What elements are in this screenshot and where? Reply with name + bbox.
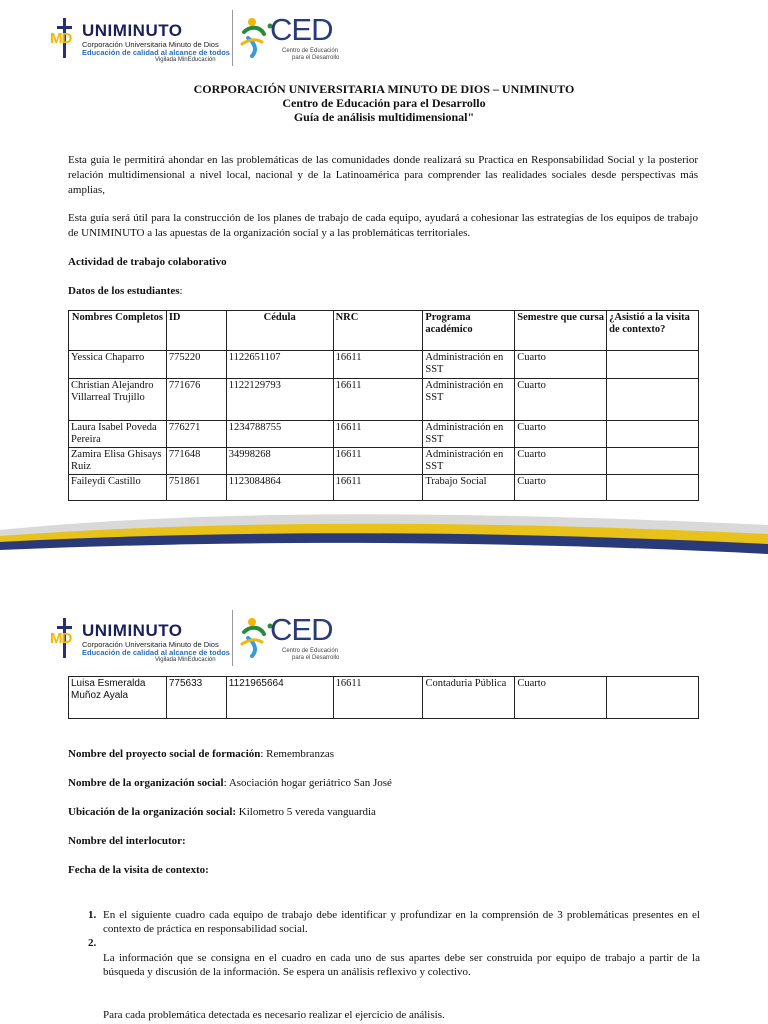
cell-nombre: Christian Alejandro Villarreal Trujillo — [69, 379, 167, 421]
cell-semestre: Cuarto — [515, 421, 607, 448]
cell-nrc: 16611 — [333, 475, 423, 501]
cell-cedula: 1122129793 — [226, 379, 333, 421]
cell-visita — [607, 421, 699, 448]
organization-location-label: Ubicación de la organización social: — [68, 806, 237, 818]
uniminuto-slogan: Educación de calidad al alcance de todos — [82, 48, 230, 57]
page-header — [50, 610, 350, 668]
ced-logo — [240, 612, 350, 667]
col-header-nombres: Nombres Completos — [69, 311, 167, 351]
header-divider — [232, 610, 233, 666]
cell-programa: Trabajo Social — [423, 475, 515, 501]
cell-programa: Administración en SST — [423, 421, 515, 448]
cell-id: 751861 — [166, 475, 226, 501]
ced-subtitle-1: Centro de Educación — [282, 48, 339, 54]
uniminuto-vigilada: Vigilada MinEducación — [155, 657, 216, 663]
cell-nombre: Zamira Elisa Ghisays Ruiz — [69, 448, 167, 475]
students-heading: Datos de los estudiantes: — [68, 285, 183, 297]
list-item — [68, 936, 700, 950]
uniminuto-vigilada: Vigilada MinEducación — [155, 57, 216, 63]
cell-nrc: 16611 — [333, 379, 423, 421]
cell-nrc: 16611 — [333, 351, 423, 379]
col-header-programa: Programa académico — [423, 311, 515, 351]
organization-location-value: Kilometro 5 vereda vanguardia — [236, 806, 376, 818]
ced-subtitle-2: para el Desarrollo — [292, 655, 340, 661]
organization-name-field — [68, 777, 392, 789]
uniminuto-wordmark: UNIMINUTO — [82, 21, 183, 40]
list-note-text: Para cada problemática detectada es necesario realizar el ejercicio de análisis. — [103, 1009, 445, 1021]
cell-semestre: Cuarto — [515, 448, 607, 475]
col-header-cedula: Cédula — [226, 311, 333, 351]
uniminuto-subtitle: Corporación Universitaria Minuto de Dios — [82, 640, 219, 649]
list-note — [68, 1008, 700, 1022]
intro-paragraph-1: Esta guía le permitirá ahondar en las problemáticas de las comunidades donde realizará su Practica en Responsabilidad Social y la posterior relación multidimensional a nivel local, nacional y de la Latinoamérica para comprender las realidades sociales desde perspectivas más amplias, — [68, 154, 698, 196]
cell-nombre: Faileydi Castillo — [69, 475, 167, 501]
page-header — [50, 10, 350, 68]
cell-id: 776271 — [166, 421, 226, 448]
ced-wordmark: CED — [270, 612, 333, 647]
cell-programa: Administración en SST — [423, 448, 515, 475]
intro-paragraph-2: Esta guía será útil para la construcción de los planes de trabajo de cada equipo, ayudará a cohesionar las estrategias de los equipos de trabajo de UNIMINUTO a las apuestas de la organización social y a las problemáticas territoriales. — [68, 212, 698, 239]
visit-date-label: Fecha de la visita de contexto: — [68, 864, 209, 876]
cell-cedula: 34998268 — [226, 448, 333, 475]
cell-semestre: Cuarto — [515, 677, 607, 719]
project-name-field — [68, 748, 334, 760]
col-header-semestre: Semestre que cursa — [515, 311, 607, 351]
col-header-id: ID — [166, 311, 226, 351]
list-item-number: 2. — [88, 937, 97, 949]
project-name-label: Nombre del proyecto social de formación — [68, 748, 261, 760]
organization-name-label: Nombre de la organización social — [68, 777, 224, 789]
cell-id: 775220 — [166, 351, 226, 379]
visit-date-field — [68, 864, 209, 876]
cell-nrc: 16611 — [333, 677, 423, 719]
table-row — [69, 421, 699, 448]
organization-location-field — [68, 806, 376, 818]
cell-cedula: 1123084864 — [226, 475, 333, 501]
ced-logo — [240, 12, 350, 67]
cell-visita — [607, 475, 699, 501]
cell-nrc: 16611 — [333, 421, 423, 448]
uniminuto-slogan: Educación de calidad al alcance de todos — [82, 648, 230, 657]
interlocutor-label: Nombre del interlocutor: — [68, 835, 186, 847]
cell-cedula: 1122651107 — [226, 351, 333, 379]
table-row — [69, 351, 699, 379]
table-row — [69, 475, 699, 501]
list-item-text: La información que se consigna en el cuadro en cada uno de sus apartes debe ser construida por equipo de trabajo a partir de la búsqueda y discusión de la información. Se espera un análisis reflexivo y colectivo. — [103, 952, 700, 978]
footer-wave-decoration — [0, 500, 768, 596]
uniminuto-logo — [50, 616, 230, 664]
cell-visita — [607, 379, 699, 421]
uniminuto-subtitle: Corporación Universitaria Minuto de Dios — [82, 40, 219, 49]
title-line-1: CORPORACIÓN UNIVERSITARIA MINUTO DE DIOS – UNIMINUTO — [193, 82, 575, 96]
cell-nombre: Laura Isabel Poveda Pereira — [69, 421, 167, 448]
table-row — [69, 677, 699, 719]
document-page-2 — [0, 596, 768, 1024]
cell-cedula: 1234788755 — [226, 421, 333, 448]
title-line-2: Centro de Educación para el Desarrollo — [282, 96, 486, 110]
list-item-text: En el siguiente cuadro cada equipo de trabajo debe identificar y profundizar en la comprensión de 3 problemáticas presentes en el contexto de práctica en responsabilidad social. — [103, 909, 700, 935]
cell-cedula: 1121965664 — [226, 677, 333, 719]
cell-visita — [607, 448, 699, 475]
ced-subtitle-1: Centro de Educación — [282, 648, 339, 654]
cell-nombre: Yessica Chaparro — [69, 351, 167, 379]
col-header-nrc: NRC — [333, 311, 423, 351]
list-item-number: 1. — [88, 909, 97, 921]
table-header-row — [69, 311, 699, 351]
document-title — [0, 82, 768, 124]
header-divider — [232, 10, 233, 66]
students-table — [68, 310, 699, 501]
cell-id: 775633 — [166, 677, 226, 719]
cell-visita — [607, 677, 699, 719]
table-row — [69, 379, 699, 421]
uniminuto-logo — [50, 16, 230, 64]
cell-id: 771648 — [166, 448, 226, 475]
cell-programa: Administración en SST — [423, 351, 515, 379]
cell-programa: Contaduria Pública — [423, 677, 515, 719]
uniminuto-wordmark: UNIMINUTO — [82, 621, 183, 640]
students-table-continued — [68, 676, 699, 719]
cell-visita — [607, 351, 699, 379]
cell-semestre: Cuarto — [515, 475, 607, 501]
cell-programa: Administración en SST — [423, 379, 515, 421]
col-header-visita: ¿Asistió a la visita de contexto? — [607, 311, 699, 351]
uniminuto-cross-icon: MD — [50, 618, 80, 658]
title-line-3: Guía de análisis multidimensional" — [293, 110, 475, 124]
uniminuto-cross-icon: MD — [50, 18, 80, 58]
cell-nombre: Luisa Esmeralda Muñoz Ayala — [69, 677, 167, 719]
ced-wordmark: CED — [270, 12, 333, 47]
cell-semestre: Cuarto — [515, 351, 607, 379]
cell-semestre: Cuarto — [515, 379, 607, 421]
list-item-body — [68, 951, 700, 979]
table-row — [69, 448, 699, 475]
list-item — [68, 908, 700, 936]
ced-subtitle-2: para el Desarrollo — [292, 55, 340, 61]
cell-id: 771676 — [166, 379, 226, 421]
interlocutor-field — [68, 835, 186, 847]
project-name-value: : Remembranzas — [260, 748, 334, 760]
cell-nrc: 16611 — [333, 448, 423, 475]
activity-heading: Actividad de trabajo colaborativo — [68, 256, 227, 268]
organization-name-value: : Asociación hogar geriátrico San José — [223, 777, 392, 789]
